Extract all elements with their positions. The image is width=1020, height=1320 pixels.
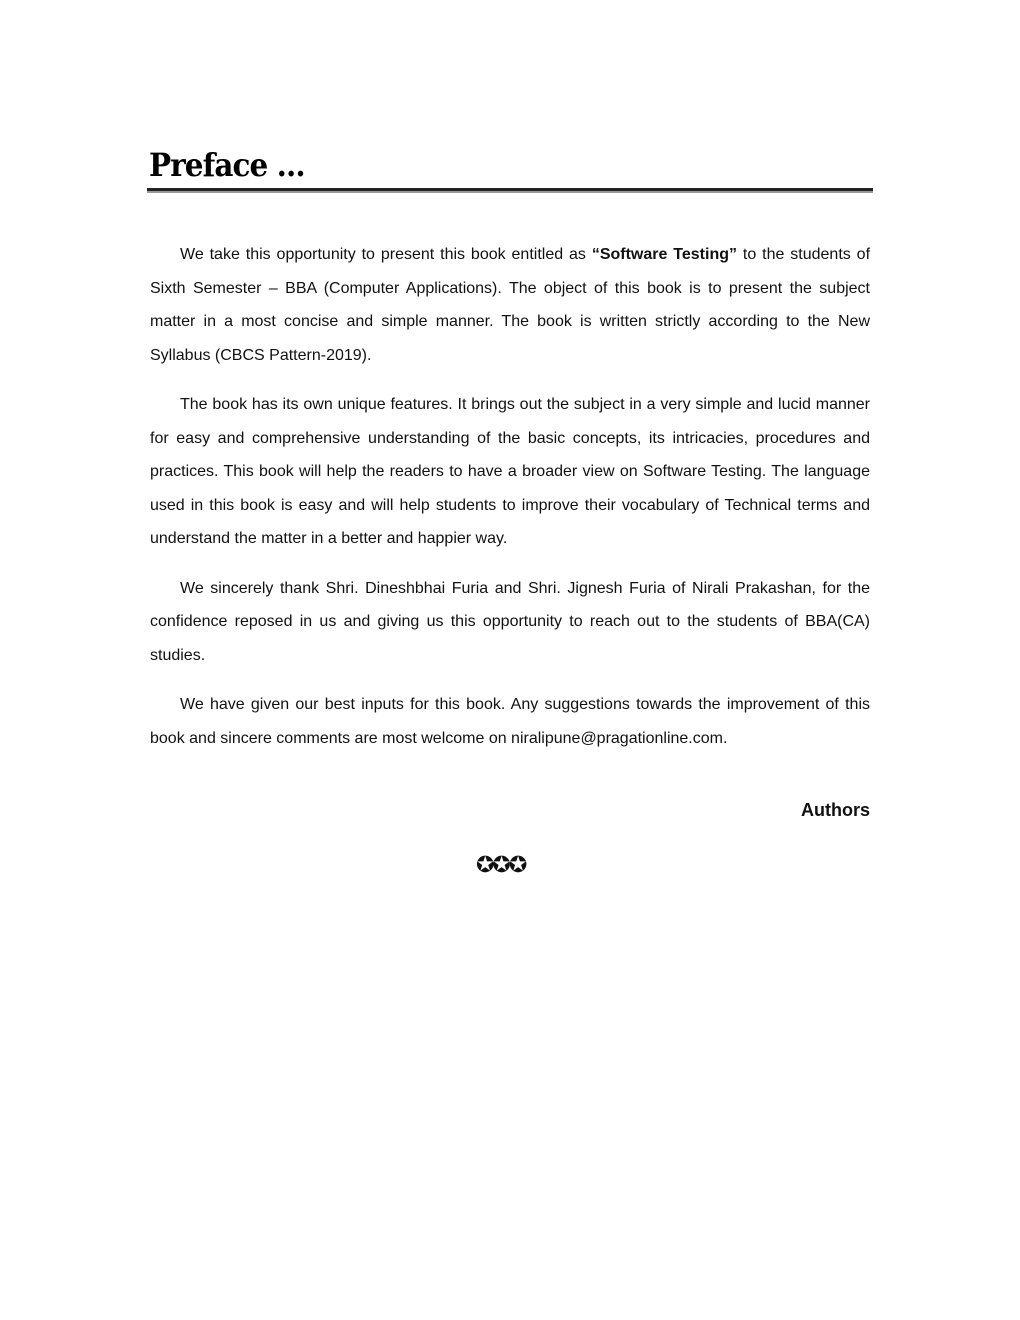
paragraph-4: We have given our best inputs for this book. Any suggestions towards the improvement of this book and sincere comments are most welcome on niralipune@pragationline.com. [150,696,870,747]
paragraph-1-text-end: to the students of Sixth Semester – BBA (Computer Applications). The object of this book is to present the subject matter in a most concise and simple manner. The book is written strictly according to the New Syllabus (CBCS Pattern-2019). [150,246,871,364]
paragraph-1 [150,238,870,372]
preface-body [150,238,870,771]
title-underline [147,188,873,191]
authors-signature: Authors [801,800,870,820]
paragraph-2: The book has its own unique features. It brings out the subject in a very simple and lucid manner for easy and comprehensive understanding of the basic concepts, its intricacies, procedures and practices. This book will help the readers to have a broader view on Software Testing. The language used in this book is easy and will help students to improve their vocabulary of Technical terms and understand the matter in a better and happier way. [150,396,870,547]
star-ornament-icon: ✪✪✪ [476,852,526,877]
book-title: “Software Testing” [591,246,737,263]
paragraph-1-text: We take this opportunity to present this book entitled as [180,246,592,263]
paragraph-3: We sincerely thank Shri. Dineshbhai Furia and Shri. Jignesh Furia of Nirali Prakashan, for the confidence reposed in us and giving us this opportunity to reach out to the students of BBA(CA) studies. [150,579,870,664]
page-title: Preface ... [149,146,305,184]
